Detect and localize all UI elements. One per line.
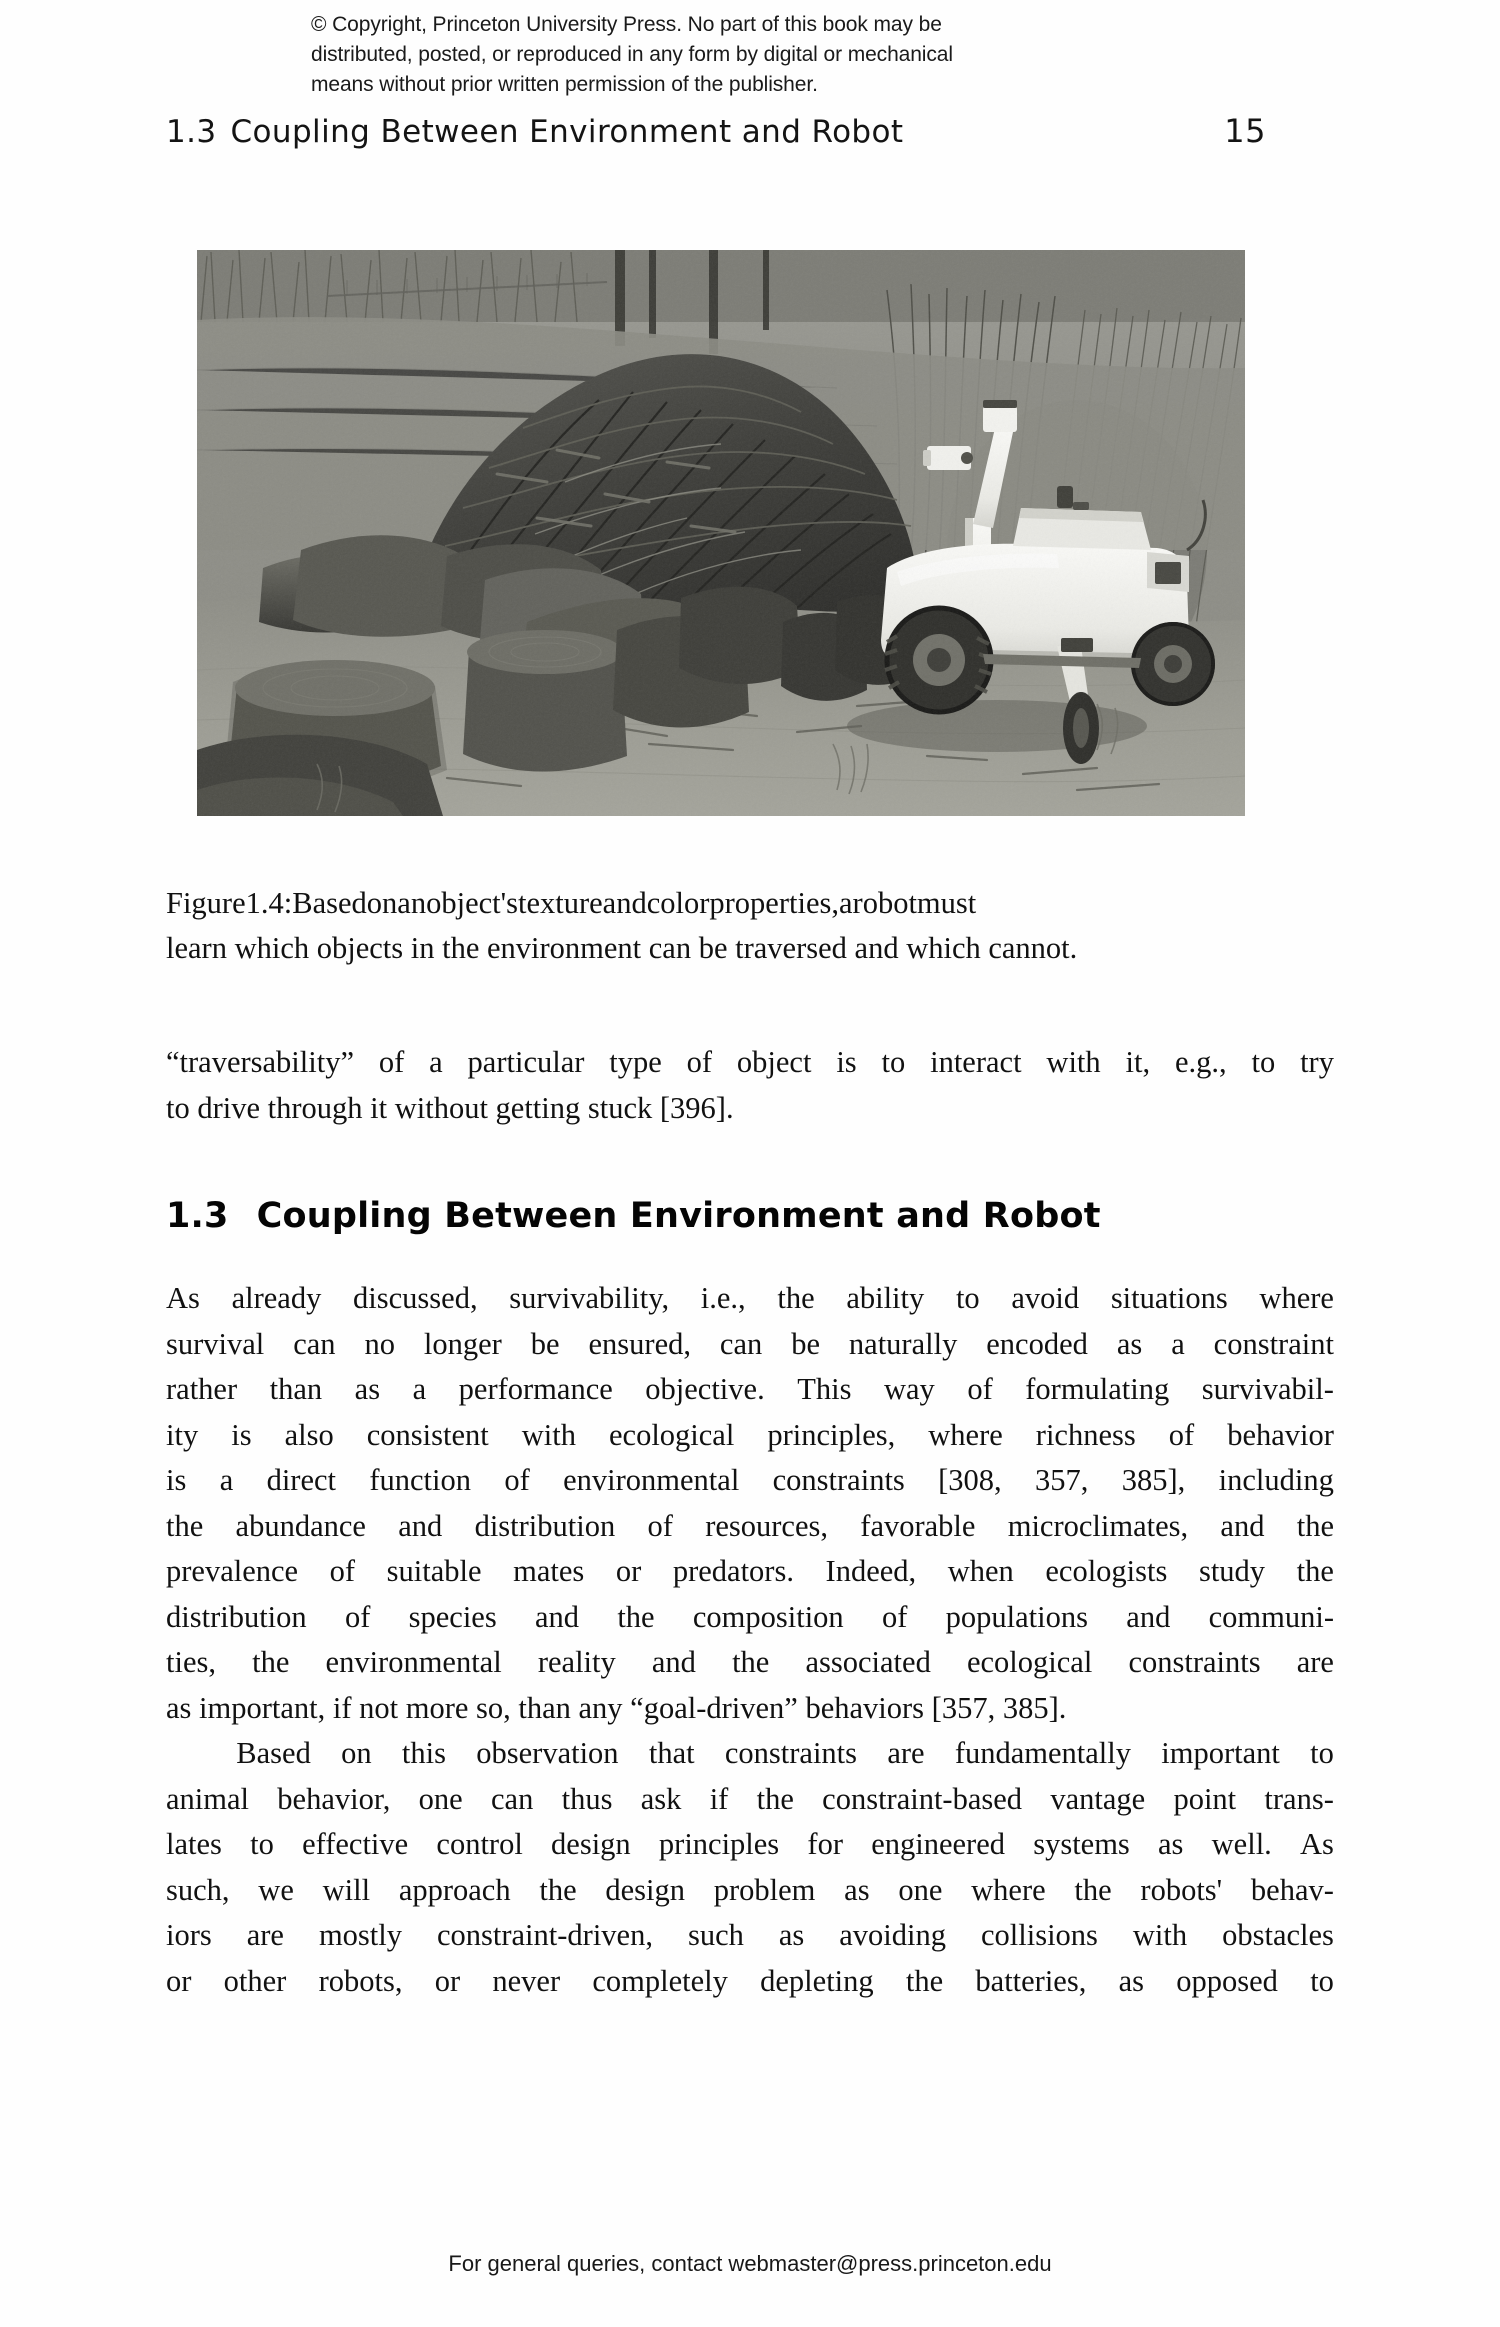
word: avoid — [1011, 1281, 1080, 1315]
word: other — [223, 1963, 287, 1998]
word: no — [364, 1326, 395, 1361]
word: is — [836, 1045, 857, 1079]
word: abundance — [235, 1508, 366, 1543]
word: effective — [302, 1827, 409, 1861]
word: reality — [537, 1645, 616, 1679]
word: and — [651, 1645, 696, 1679]
word: study — [1198, 1554, 1266, 1588]
word: on — [366, 886, 398, 920]
word: on — [341, 1736, 372, 1770]
word: an — [397, 886, 427, 920]
word: approach — [398, 1872, 511, 1907]
word: resources, — [705, 1508, 828, 1543]
word: and — [1126, 1599, 1171, 1634]
word: environmental — [325, 1645, 502, 1679]
word: type — [609, 1045, 662, 1079]
word: opposed — [1176, 1963, 1278, 1998]
paragraph-traversability — [166, 1040, 1334, 1131]
word: try — [1300, 1045, 1334, 1079]
word: a — [219, 1463, 234, 1497]
word: animal — [166, 1781, 249, 1816]
word: or — [615, 1554, 642, 1588]
word: where — [928, 1417, 1003, 1452]
word: constraints — [1128, 1645, 1261, 1679]
word: this — [401, 1736, 446, 1770]
word: be — [791, 1326, 820, 1361]
word: are — [887, 1736, 925, 1770]
word: robots' — [1140, 1872, 1223, 1907]
word: consistent — [366, 1417, 489, 1452]
word: behav- — [1250, 1872, 1334, 1907]
word: way — [883, 1372, 935, 1406]
word: is — [231, 1417, 252, 1452]
word: can — [293, 1326, 336, 1361]
word: principles, — [767, 1417, 896, 1452]
copyright-notice — [311, 10, 1171, 100]
copyright-line-2: distributed, posted, or reproduced in any form by digital or mechanical — [311, 43, 953, 66]
word: texture — [517, 886, 603, 920]
word: constraints — [772, 1463, 905, 1497]
word: such, — [166, 1872, 230, 1907]
word: i.e., — [700, 1281, 746, 1315]
word: it, — [1125, 1045, 1151, 1079]
figure-caption — [166, 881, 1334, 971]
running-head — [166, 112, 1266, 150]
word: depleting — [760, 1963, 874, 1998]
word: to — [250, 1827, 274, 1861]
word: suitable — [386, 1554, 482, 1588]
word: behavior, — [277, 1781, 391, 1816]
word: constraint — [1213, 1326, 1334, 1361]
text-line — [166, 1504, 1334, 1550]
figure-caption-line-2: learn which objects in the environment can be traversed and which cannot. — [166, 931, 1078, 965]
word: the — [777, 1281, 815, 1315]
footer-note: For general queries, contact webmaster@press.princeton.edu — [448, 2251, 1052, 2276]
word: be — [530, 1326, 560, 1361]
word: formulating — [1025, 1372, 1170, 1406]
word: of — [344, 1599, 371, 1634]
section-heading-number: 1.3 — [166, 1196, 229, 1236]
word: predators. — [672, 1554, 794, 1588]
word: are — [246, 1918, 284, 1952]
word: as — [778, 1918, 805, 1952]
word: distribution — [166, 1599, 307, 1634]
text-line — [166, 1686, 1334, 1732]
word: iors — [166, 1918, 212, 1952]
word: species — [408, 1599, 497, 1634]
word: one — [898, 1872, 943, 1907]
page-number: 15 — [1224, 112, 1266, 150]
word: the — [166, 1508, 204, 1543]
word: as — [1116, 1326, 1143, 1361]
word: particular — [467, 1045, 585, 1079]
word: well. — [1211, 1827, 1272, 1861]
text-line — [166, 1731, 1334, 1777]
word: the — [1074, 1872, 1112, 1907]
word: associated — [805, 1645, 931, 1679]
word: are — [1296, 1645, 1334, 1679]
word: ecological — [966, 1645, 1093, 1679]
word: the — [732, 1645, 770, 1679]
word: direct — [266, 1463, 337, 1497]
word: can — [719, 1326, 763, 1361]
text-line — [166, 1959, 1334, 2005]
word: properties, — [709, 886, 839, 920]
word: e.g., — [1174, 1045, 1227, 1079]
word: of — [686, 1045, 713, 1079]
word: to — [955, 1281, 980, 1315]
word: 357, — [1035, 1463, 1089, 1497]
word: must — [916, 886, 977, 920]
word: where — [971, 1872, 1046, 1907]
word: one — [418, 1781, 463, 1816]
word: obstacles — [1222, 1918, 1334, 1952]
word: batteries, — [975, 1963, 1087, 1998]
figure-photograph-image — [197, 250, 1245, 816]
figure-photograph — [197, 250, 1245, 816]
text-line — [166, 1458, 1334, 1504]
word: behavior — [1227, 1417, 1334, 1452]
word: and — [535, 1599, 580, 1634]
word: the — [1296, 1554, 1334, 1588]
text-line — [166, 1322, 1334, 1368]
word: including — [1218, 1463, 1334, 1497]
word: ties, — [166, 1645, 216, 1679]
word: objective. — [645, 1372, 765, 1406]
word: a — [838, 886, 853, 920]
word: of — [967, 1372, 993, 1406]
word: communi- — [1208, 1599, 1334, 1634]
section-heading-title: Coupling Between Environment and Robot — [256, 1196, 1101, 1236]
word: survival — [166, 1326, 265, 1361]
word: with — [521, 1417, 576, 1452]
word: when — [947, 1554, 1014, 1588]
word: the — [756, 1781, 794, 1816]
word: As — [1300, 1827, 1334, 1861]
word: also — [284, 1417, 334, 1452]
word: a — [429, 1045, 443, 1079]
word: and — [1220, 1508, 1265, 1543]
word: to — [1310, 1963, 1334, 1998]
word: ity — [166, 1417, 199, 1452]
word: as — [844, 1872, 870, 1907]
word: function — [369, 1463, 472, 1497]
word: object's — [426, 886, 518, 920]
word: Figure — [166, 886, 246, 920]
word: populations — [945, 1599, 1089, 1634]
text-line — [166, 1822, 1334, 1868]
text-line — [166, 1549, 1334, 1595]
word: constraint-driven, — [436, 1918, 653, 1952]
word: observation — [476, 1736, 619, 1770]
word: encoded — [986, 1326, 1088, 1361]
copyright-line-3: means without prior written permission of the publisher. — [311, 73, 818, 96]
text-line — [166, 1868, 1334, 1914]
word: or — [434, 1963, 461, 1998]
word: As — [166, 1281, 200, 1315]
word: favorable — [860, 1508, 976, 1543]
word: point — [1173, 1781, 1237, 1816]
word: engineered — [871, 1827, 1005, 1861]
word: a — [1171, 1326, 1185, 1361]
running-head-section-title: Coupling Between Environment and Robot — [230, 114, 904, 150]
word: performance — [458, 1372, 613, 1406]
word: of — [647, 1508, 673, 1543]
word: ask — [640, 1781, 682, 1816]
word: situations — [1110, 1281, 1228, 1315]
text-line — [166, 1276, 1334, 1322]
word: composition — [692, 1599, 844, 1634]
word: lates — [166, 1827, 222, 1861]
word: of — [1168, 1417, 1195, 1452]
word: ecologists — [1045, 1554, 1168, 1588]
word: richness — [1035, 1417, 1136, 1452]
paragraph-indent — [166, 1731, 206, 1777]
text-line — [166, 1913, 1334, 1959]
word: as — [1158, 1827, 1184, 1861]
copyright-line-1: © Copyright, Princeton University Press. No part of this book may be — [311, 13, 942, 36]
word: of — [504, 1463, 530, 1497]
word-run: as important, if not more so, than any “goal-driven” behaviors [357, 385]. — [166, 1690, 1067, 1725]
text-line — [166, 1040, 1334, 1086]
word: that — [648, 1736, 695, 1770]
word: the — [905, 1963, 944, 1998]
text-line — [166, 1640, 1334, 1686]
word: is — [166, 1463, 187, 1497]
word: the — [252, 1645, 290, 1679]
word: rather — [166, 1372, 238, 1406]
text-line — [166, 1413, 1334, 1459]
word: trans- — [1264, 1781, 1334, 1816]
word: object — [736, 1045, 812, 1079]
word: than — [269, 1372, 323, 1406]
word: color — [646, 886, 710, 920]
word: Indeed, — [825, 1554, 917, 1588]
word: of — [881, 1599, 908, 1634]
word: and — [602, 886, 647, 920]
word: distribution — [474, 1508, 616, 1543]
word: principles — [658, 1827, 780, 1861]
word: naturally — [848, 1326, 958, 1361]
word: if — [709, 1781, 729, 1816]
word: or — [166, 1963, 192, 1998]
word: 385], — [1121, 1463, 1186, 1497]
word: ecological — [609, 1417, 735, 1452]
text-line — [166, 1777, 1334, 1823]
word: Based — [236, 1736, 311, 1770]
word: to — [881, 1045, 906, 1079]
word: ensured, — [588, 1326, 691, 1361]
word: for — [807, 1827, 843, 1861]
text-line — [166, 1086, 1334, 1132]
word: interact — [930, 1045, 1022, 1079]
word: a — [412, 1372, 427, 1406]
running-head-title-group — [166, 114, 903, 150]
body-text — [166, 1276, 1334, 2004]
word: longer — [423, 1326, 502, 1361]
word: thus — [561, 1781, 613, 1816]
word: control — [436, 1827, 523, 1861]
text-line — [166, 1367, 1334, 1413]
word: discussed, — [353, 1281, 478, 1315]
word: the — [617, 1599, 655, 1634]
word: fundamentally — [954, 1736, 1131, 1770]
word: 1.4: — [245, 886, 293, 920]
word: the — [539, 1872, 577, 1907]
word: important — [1161, 1736, 1280, 1770]
word: robots, — [318, 1963, 403, 1998]
word: can — [491, 1781, 534, 1816]
word: Based — [292, 886, 367, 920]
word: we — [258, 1872, 294, 1907]
word: survivability, — [509, 1281, 670, 1315]
word: mostly — [318, 1918, 402, 1952]
word-run: to drive through it without getting stuck [396]. — [166, 1090, 734, 1125]
word: with — [1132, 1918, 1188, 1952]
word: ability — [846, 1281, 925, 1315]
word: robot — [852, 886, 917, 920]
word: the — [1296, 1508, 1334, 1543]
word: survivabil- — [1201, 1372, 1334, 1406]
word: design — [605, 1872, 686, 1907]
word: vantage — [1050, 1781, 1146, 1816]
word: as — [354, 1372, 381, 1406]
word: problem — [713, 1872, 816, 1907]
word: constraint-based — [822, 1781, 1023, 1816]
word: will — [322, 1872, 371, 1907]
word: and — [398, 1508, 443, 1543]
section-heading — [166, 1196, 1101, 1236]
word: to — [1310, 1736, 1334, 1770]
word: with — [1046, 1045, 1101, 1079]
word: environmental — [563, 1463, 740, 1497]
word: completely — [592, 1963, 728, 1998]
word: where — [1259, 1281, 1334, 1315]
word: avoiding — [839, 1918, 947, 1952]
word: mates — [513, 1554, 585, 1588]
word: microclimates, — [1007, 1508, 1189, 1543]
word: design — [551, 1827, 631, 1861]
word: to — [1251, 1045, 1276, 1079]
running-head-section-number: 1.3 — [166, 114, 217, 150]
word: such — [687, 1918, 744, 1952]
word: systems — [1033, 1827, 1130, 1861]
word: of — [378, 1045, 405, 1079]
word: constraints — [724, 1736, 858, 1770]
word: already — [231, 1281, 322, 1315]
figure-caption-line-1 — [166, 881, 1334, 926]
word: [308, — [938, 1463, 1002, 1497]
word: prevalence — [166, 1554, 299, 1588]
text-line — [166, 1595, 1334, 1641]
word: “traversability” — [166, 1045, 354, 1079]
word: of — [329, 1554, 356, 1588]
word: collisions — [981, 1918, 1098, 1952]
word: as — [1118, 1963, 1145, 1998]
word: never — [492, 1963, 561, 1998]
word: This — [797, 1372, 852, 1406]
